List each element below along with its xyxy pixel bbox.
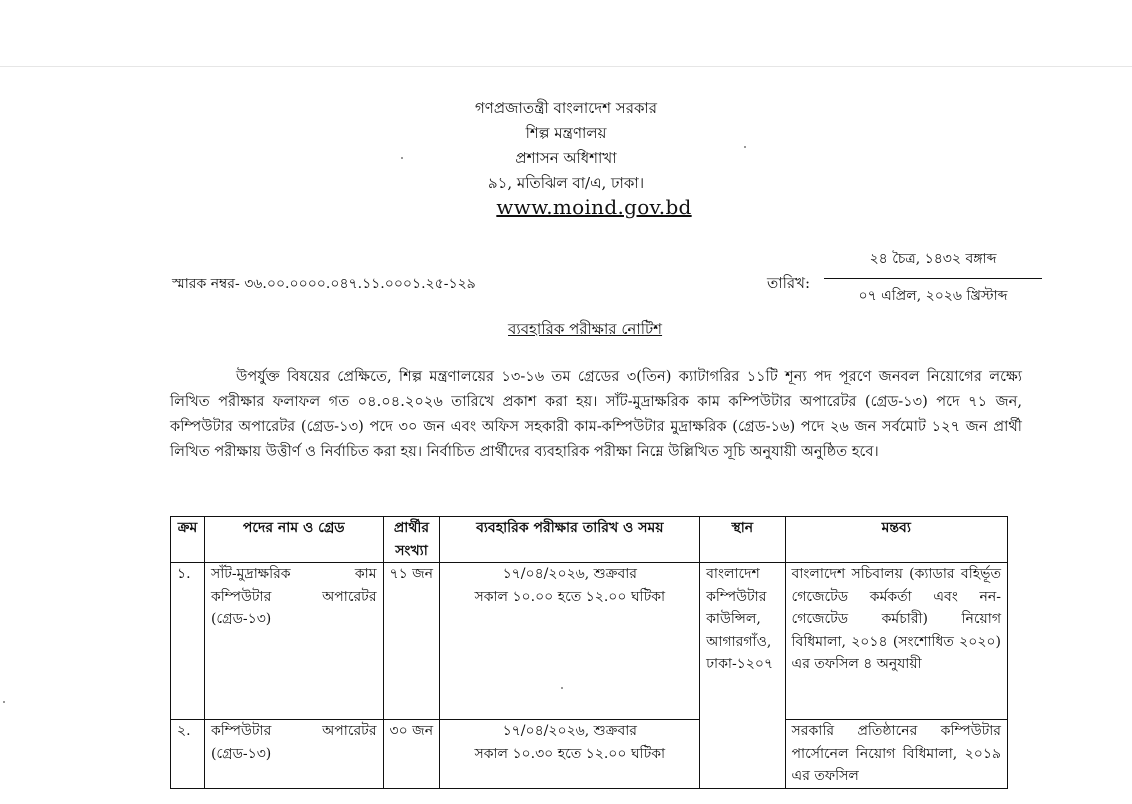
header-venue: স্থান bbox=[700, 517, 785, 563]
date-bangla: ২৪ চৈত্র, ১৪৩২ বঙ্গাব্দ bbox=[869, 251, 997, 267]
header-remarks: মন্তব্য bbox=[785, 517, 1007, 563]
row-date: ১৭/০৪/২০২৬, শুক্রবার bbox=[502, 566, 637, 582]
scan-speck bbox=[561, 687, 563, 689]
row-post: কম্পিউটার অপারেটর (গ্রেড-১৩) bbox=[204, 720, 383, 789]
header-post: পদের নাম ও গ্রেড bbox=[204, 517, 383, 563]
row-time: সকাল ১০.০০ হতে ১২.০০ ঘটিকা bbox=[474, 588, 666, 605]
notice-subject: ব্যবহারিক পরীক্ষার নোটিশ bbox=[508, 320, 663, 338]
date-gregorian: ০৭ এপ্রিল, ২০২৬ খ্রিস্টাব্দ bbox=[858, 288, 1008, 304]
row-remarks: সরকারি প্রতিষ্ঠানের কম্পিউটার পার্সোনেল নিয়োগ বিধিমালা, ২০১৯ এর তফসিল bbox=[785, 720, 1007, 789]
memo-value: ৩৬.০০.০০০০.০৪৭.১১.০০০১.২৫-১২৯ bbox=[244, 276, 476, 292]
division-name: প্রশাসন অধিশাখা bbox=[515, 149, 617, 167]
header-serial: ক্রম bbox=[171, 517, 205, 563]
website-link[interactable]: www.moind.gov.bd bbox=[496, 195, 692, 219]
row-venue: বাংলাদেশ কম্পিউটার কাউন্সিল, আগারগাঁও, ঢাকা-১২০৭ bbox=[700, 563, 785, 789]
row-count: ৭১ জন bbox=[383, 563, 440, 720]
document-page bbox=[0, 67, 1132, 804]
viewer-top-bar bbox=[0, 0, 1132, 67]
table-row bbox=[171, 563, 1008, 720]
row-count: ৩০ জন bbox=[383, 720, 440, 789]
header-count: প্রার্থীর সংখ্যা bbox=[383, 517, 440, 563]
row-date: ১৭/০৪/২০২৬, শুক্রবার bbox=[502, 723, 637, 739]
row-serial: ২. bbox=[171, 720, 205, 789]
row-post: সাঁট-মুদ্রাক্ষরিক কাম কম্পিউটার অপারেটর (গ্রেড-১৩) bbox=[204, 563, 383, 720]
scan-speck bbox=[3, 701, 5, 703]
ministry-name: শিল্প মন্ত্রণালয় bbox=[525, 124, 607, 142]
date-label: তারিখ: bbox=[767, 274, 811, 292]
row-remarks: বাংলাদেশ সচিবালয় (ক্যাডার বহির্ভূত গেজেটেড কর্মকর্তা এবং নন-গেজেটেড কর্মচারী) নিয়োগ বিধিমালা, ২০১৪ (সংশোধিত ২০২০) এর তফসিল ৪ অনুযায়ী bbox=[785, 563, 1007, 720]
memo-label: স্মারক নম্বর- bbox=[172, 276, 240, 292]
govt-name: গণপ্রজাতন্ত্রী বাংলাদেশ সরকার bbox=[474, 99, 658, 117]
scan-speck bbox=[401, 157, 403, 159]
office-address: ৯১, মতিঝিল বা/এ, ঢাকা। bbox=[487, 174, 645, 192]
notice-body: উপর্যুক্ত বিষয়ের প্রেক্ষিতে, শিল্প মন্ত্রণালয়ের ১৩-১৬ তম গ্রেডের ৩(তিন) ক্যাটাগরির ১১টি শূন্য পদ পূরণে জনবল নিয়োগের লক্ষ্যে লিখিত পরীক্ষার ফলাফল গত ০৪.০৪.২০২৬ তারিখে প্রকাশ করা হয়। সাঁট-মুদ্রাক্ষরিক কাম কম্পিউটার অপারেটর (গ্রেড-১৩) পদে ৭১ জন, কম্পিউটার অপারেটর (গ্রেড-১৩) পদে ৩০ জন এবং অফিস সহকারী কাম-কম্পিউটার মুদ্রাক্ষরিক (গ্রেড-১৬) পদে ২৬ জন সর্বমোট ১২৭ জন প্রার্থী লিখিত পরীক্ষায় উত্তীর্ণ ও নির্বাচিত করা হয়। নির্বাচিত প্রার্থীদের ব্যবহারিক পরীক্ষা নিম্নে উল্লিখিত সূচি অনুযায়ী অনুষ্ঠিত হবে। bbox=[170, 368, 1022, 460]
row-time: সকাল ১০.৩০ হতে ১২.০০ ঘটিকা bbox=[474, 745, 666, 762]
header-datetime: ব্যবহারিক পরীক্ষার তারিখ ও সময় bbox=[440, 517, 700, 563]
memo-number bbox=[172, 272, 476, 296]
exam-schedule-table bbox=[170, 516, 1008, 789]
row-datetime bbox=[440, 563, 700, 720]
date-divider bbox=[824, 278, 1042, 279]
row-serial: ১. bbox=[171, 563, 205, 720]
row-datetime bbox=[440, 720, 700, 789]
scan-speck bbox=[744, 146, 746, 148]
table-header-row bbox=[171, 517, 1008, 563]
table-row bbox=[171, 720, 1008, 789]
